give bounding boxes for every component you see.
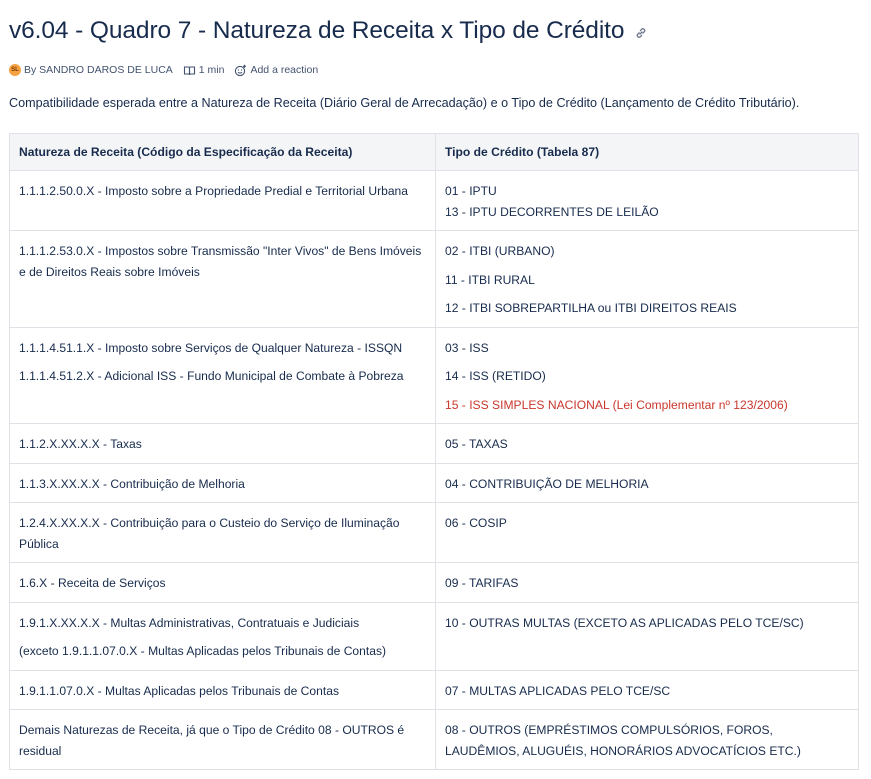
natureza-text: (exceto 1.9.1.1.07.0.X - Multas Aplicadas pelos Tribunais de Contas) [19,644,387,658]
tipo-cell [436,710,859,770]
table-header-row [10,134,859,171]
tipo-text: 13 - IPTU DECORRENTES DE LEILÃO [445,204,659,219]
natureza-cell [10,424,436,464]
byline [9,62,871,78]
compatibility-table [9,133,859,770]
natureza-text: 1.1.1.2.50.0.X - Imposto sobre a Propriedade Predial e Territorial Urbana [19,184,409,198]
tipo-cell [436,171,859,231]
natureza-text: 1.1.3.X.XX.X.X - Contribuição de Melhoria [19,476,245,491]
tipo-cell [436,424,859,464]
add-reaction-label: Add a reaction [250,64,319,76]
natureza-text: 1.2.4.X.XX.X.X - Contribuição para o Custeio do Serviço de Iluminação Pública [19,516,400,551]
tipo-cell [436,503,859,563]
natureza-text: 1.1.1.4.51.2.X - Adicional ISS - Fundo Municipal de Combate à Pobreza [19,369,404,383]
tipo-cell [436,327,859,424]
tipo-text: 12 - ITBI SOBREPARTILHA ou ITBI DIREITOS REAIS [445,301,737,315]
natureza-text: 1.1.1.2.53.0.X - Impostos sobre Transmissão "Inter Vivos" de Bens Imóveis e de Direitos Reais sobre Imóveis [19,244,422,279]
tipo-text-highlighted: 15 - ISS SIMPLES NACIONAL (Lei Complementar nº 123/2006) [445,397,788,412]
tipo-cell [436,563,859,603]
table-row [10,463,859,503]
natureza-cell [10,670,436,710]
natureza-cell [10,327,436,424]
natureza-text: 1.9.1.X.XX.X.X - Multas Administrativas, Contratuais e Judiciais [19,615,360,630]
table-row [10,424,859,464]
tipo-cell [436,670,859,710]
table-row [10,670,859,710]
natureza-text: Demais Naturezas de Receita, já que o Tipo de Crédito 08 - OUTROS é residual [19,723,405,758]
natureza-text: 1.1.2.X.XX.X.X - Taxas [19,437,142,451]
natureza-text: 1.1.1.4.51.1.X - Imposto sobre Serviços de Qualquer Natureza - ISSQN [19,340,403,355]
tipo-text: 14 - ISS (RETIDO) [445,369,546,383]
natureza-cell [10,710,436,770]
author[interactable] [9,64,173,76]
natureza-cell [10,463,436,503]
natureza-text: 1.9.1.1.07.0.X - Multas Aplicadas pelos Tribunais de Contas [19,683,339,698]
link-icon[interactable] [634,26,648,40]
table-row [10,563,859,603]
tipo-text: 04 - CONTRIBUIÇÃO DE MELHORIA [445,476,649,491]
tipo-text: 02 - ITBI (URBANO) [445,244,555,258]
page-title: v6.04 - Quadro 7 - Natureza de Receita x Tipo de Crédito [9,17,625,44]
title-row [9,14,871,48]
tipo-cell [436,602,859,670]
natureza-cell [10,563,436,603]
add-reaction-button[interactable] [234,64,318,77]
read-time-label: 1 min [198,64,225,76]
table-row [10,327,859,424]
book-icon [183,64,196,77]
smiley-add-icon [234,64,247,77]
tipo-text: 08 - OUTROS (EMPRÉSTIMOS COMPULSÓRIOS, FOROS, LAUDÊMIOS, ALUGUÉIS, HONORÁRIOS ADVOCATÍCIOS ETC.) [445,723,801,758]
natureza-cell [10,171,436,231]
table-row [10,602,859,670]
tipo-text: 09 - TARIFAS [445,576,519,590]
avatar: SL [9,64,21,76]
table-row [10,231,859,328]
intro-paragraph: Compatibilidade esperada entre a Natureza de Receita (Diário Geral de Arrecadação) e o Tipo de Crédito (Lançamento de Crédito Tributário). [9,96,800,110]
tipo-text: 10 - OUTRAS MULTAS (EXCETO AS APLICADAS PELO TCE/SC) [445,615,804,630]
natureza-text: 1.6.X - Receita de Serviços [19,576,166,590]
table-row [10,171,859,231]
tipo-text: 11 - ITBI RURAL [445,272,535,287]
tipo-cell [436,231,859,328]
natureza-cell [10,602,436,670]
author-name: By SANDRO DAROS DE LUCA [24,64,173,76]
tipo-text: 05 - TAXAS [445,437,508,451]
table-row [10,503,859,563]
tipo-text: 07 - MULTAS APLICADAS PELO TCE/SC [445,683,671,698]
header-tipo: Tipo de Crédito (Tabela 87) [436,134,859,171]
tipo-text: 01 - IPTU [445,184,497,198]
tipo-text: 06 - COSIP [445,516,507,530]
natureza-cell [10,503,436,563]
read-time [183,64,225,77]
tipo-cell [436,463,859,503]
tipo-text: 03 - ISS [445,340,489,355]
natureza-cell [10,231,436,328]
header-natureza: Natureza de Receita (Código da Especificação da Receita) [10,134,436,171]
table-row [10,710,859,770]
